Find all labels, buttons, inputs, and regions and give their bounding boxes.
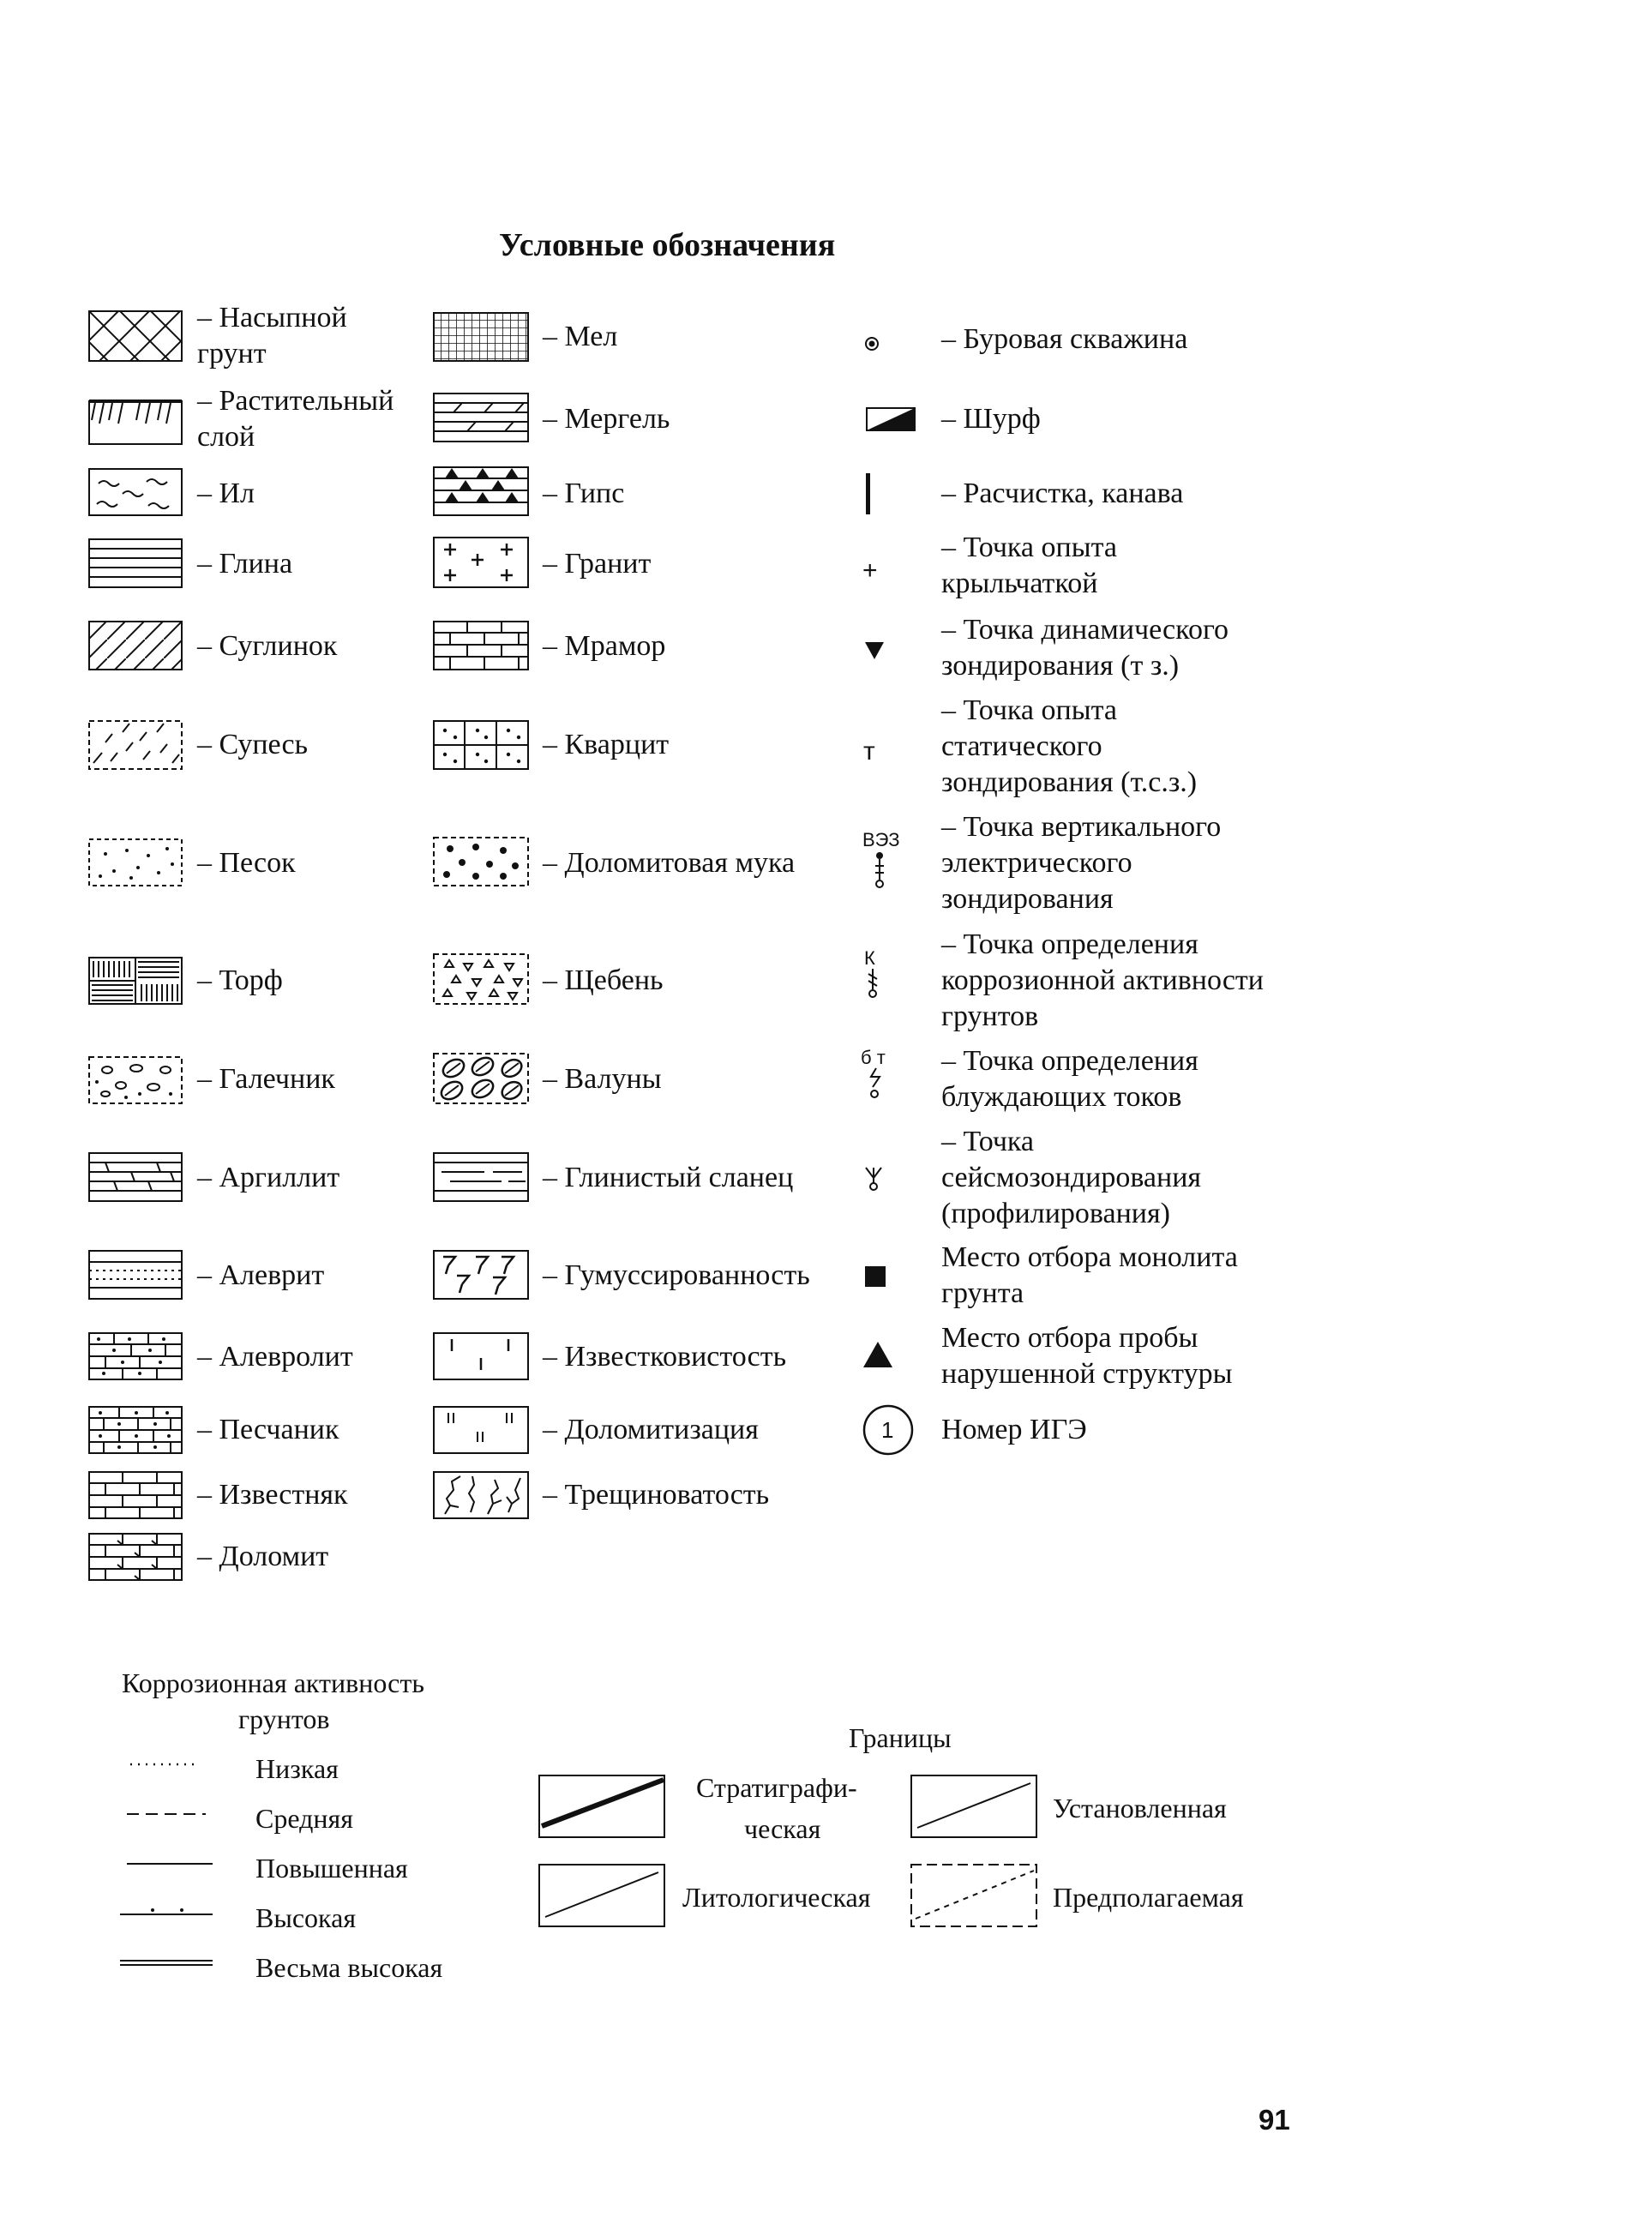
sandy-loam-symbol bbox=[88, 720, 183, 770]
legend-label: – Трещиноватость bbox=[543, 1479, 770, 1511]
gypsum-symbol bbox=[433, 466, 529, 516]
lithologic-border-symbol bbox=[538, 1864, 667, 1929]
legend-label: – Алевролит bbox=[197, 1341, 353, 1373]
legend-label: – Доломитовая мука bbox=[543, 847, 796, 879]
limestone-symbol bbox=[88, 1471, 183, 1519]
legend-label: Номер ИГЭ bbox=[941, 1414, 1087, 1445]
legend-label: – Растительный bbox=[197, 385, 394, 417]
granite-symbol bbox=[433, 537, 529, 588]
ves-icon-label: ВЭЗ bbox=[862, 829, 900, 850]
legend-label: зондирования (т.с.з.) bbox=[941, 766, 1198, 798]
corrosion-item: Весьма высокая bbox=[255, 1952, 443, 1983]
ige-number-value: 1 bbox=[881, 1417, 894, 1443]
legend-label: – Гумуссированность bbox=[543, 1259, 810, 1291]
legend-label: блуждающих токов bbox=[941, 1081, 1182, 1113]
clay-shale-symbol bbox=[433, 1152, 529, 1202]
crushed-stone-symbol bbox=[433, 953, 529, 1005]
legend-label: – Точка опыта bbox=[941, 694, 1117, 726]
legend-label: сейсмозондирования bbox=[941, 1162, 1202, 1193]
legend-label: грунтов bbox=[941, 1000, 1039, 1032]
border-label: Литологическая bbox=[682, 1882, 871, 1913]
legend-label: – Кварцит bbox=[543, 729, 670, 760]
legend-label: – Расчистка, канава bbox=[941, 478, 1184, 509]
sand-symbol bbox=[88, 838, 183, 886]
legend-label: грунта bbox=[941, 1277, 1024, 1309]
legend-label: – Буровая скважина bbox=[941, 323, 1188, 355]
legend-label: Место отбора монолита bbox=[941, 1241, 1238, 1273]
marble-symbol bbox=[433, 621, 529, 670]
legend-label: – Гипс bbox=[543, 478, 625, 509]
legend-label: – Известковистость bbox=[543, 1341, 787, 1373]
corrosion-very-high-line bbox=[118, 1958, 214, 1967]
legend-label: – Мергель bbox=[543, 403, 670, 435]
borders-title: Границы bbox=[849, 1722, 952, 1753]
legend-label: – Супесь bbox=[197, 729, 309, 760]
legend-label: – Глина bbox=[197, 548, 293, 580]
corrosion-title: грунтов bbox=[238, 1703, 330, 1734]
dolomite-flour-symbol bbox=[433, 837, 529, 886]
clay-symbol bbox=[88, 538, 183, 588]
legend-label: нарушенной структуры bbox=[941, 1358, 1233, 1390]
legend-label: – Гранит bbox=[543, 548, 652, 580]
calcareous-symbol bbox=[433, 1332, 529, 1380]
legend-label: – Мрамор bbox=[543, 630, 666, 662]
corrosion-high-line bbox=[118, 1905, 214, 1917]
legend-label: зондирования (т з.) bbox=[941, 650, 1180, 682]
legend-label: – Доломитизация bbox=[543, 1414, 759, 1445]
chalk-symbol bbox=[433, 312, 529, 362]
legend-label: – Аргиллит bbox=[197, 1162, 340, 1193]
legend-label: Место отбора пробы bbox=[941, 1322, 1198, 1354]
corrosion-title: Коррозионная активность bbox=[122, 1667, 424, 1698]
humus-symbol bbox=[433, 1250, 529, 1300]
stray-current-icon bbox=[866, 1066, 885, 1101]
legend-label: – Суглинок bbox=[197, 630, 338, 662]
borehole-icon bbox=[861, 333, 883, 355]
peat-symbol bbox=[88, 957, 183, 1005]
legend-label: – Точка определения bbox=[941, 1045, 1198, 1077]
corrosion-item: Средняя bbox=[255, 1803, 353, 1834]
legend-label: грунт bbox=[197, 338, 267, 369]
legend-label: коррозионной активности bbox=[941, 964, 1264, 996]
legend-label: крыльчаткой bbox=[941, 568, 1098, 599]
siltstone-symbol bbox=[88, 1332, 183, 1380]
fill-soil-symbol bbox=[88, 310, 183, 362]
corrosion-elevated-line bbox=[125, 1860, 214, 1867]
argillite-symbol bbox=[88, 1152, 183, 1202]
dolomitization-symbol bbox=[433, 1406, 529, 1454]
legend-label: – Мел bbox=[543, 321, 618, 352]
legend-label: – Доломит bbox=[197, 1541, 329, 1572]
corrosion-item: Повышенная bbox=[255, 1853, 408, 1884]
legend-label: слой bbox=[197, 421, 255, 453]
corrosion-icon-label: К bbox=[864, 947, 875, 969]
corrosion-medium-line bbox=[125, 1811, 207, 1817]
page-number: 91 bbox=[1259, 2104, 1290, 2136]
loam-symbol bbox=[88, 621, 183, 670]
legend-label: – Точка опыта bbox=[941, 532, 1117, 563]
dolomite-symbol bbox=[88, 1533, 183, 1581]
monolith-sample-icon bbox=[864, 1265, 886, 1288]
corrosion-item: Высокая bbox=[255, 1902, 357, 1933]
legend-label: – Точка определения bbox=[941, 928, 1198, 960]
legend-label: – Ил bbox=[197, 478, 255, 509]
legend-label: – Шурф bbox=[941, 403, 1041, 435]
border-label: ческая bbox=[744, 1813, 821, 1844]
pebble-symbol bbox=[88, 1056, 183, 1104]
page-title: Условные обозначения bbox=[499, 227, 836, 263]
legend-label: (профилирования) bbox=[941, 1198, 1170, 1229]
border-label: Предполагаемая bbox=[1053, 1882, 1244, 1913]
corrosion-item: Низкая bbox=[255, 1753, 339, 1784]
silt-symbol bbox=[88, 468, 183, 516]
vane-test-icon: + bbox=[862, 556, 878, 585]
seismic-sounding-icon bbox=[864, 1166, 883, 1192]
legend-label: – Точка динамического bbox=[941, 614, 1229, 646]
static-sounding-icon: т bbox=[863, 737, 875, 766]
test-pit-icon bbox=[866, 406, 917, 432]
quartzite-symbol bbox=[433, 720, 529, 770]
assumed-border-symbol bbox=[910, 1864, 1039, 1929]
legend-label: зондирования bbox=[941, 883, 1114, 915]
legend-label: – Точка bbox=[941, 1126, 1035, 1157]
ves-icon bbox=[871, 850, 888, 890]
legend-label: – Торф bbox=[197, 964, 283, 996]
marl-symbol bbox=[433, 393, 529, 442]
trench-icon bbox=[862, 473, 874, 516]
legend-label: – Валуны bbox=[543, 1063, 662, 1095]
legend-label: статического bbox=[941, 730, 1102, 762]
stratigraphic-border-symbol bbox=[538, 1775, 667, 1840]
dynamic-sounding-icon bbox=[864, 641, 885, 660]
legend-label: – Глинистый сланец bbox=[543, 1162, 794, 1193]
border-label: Стратиграфи- bbox=[696, 1772, 857, 1803]
legend-label: – Точка вертикального bbox=[941, 811, 1222, 843]
aleurite-symbol bbox=[88, 1250, 183, 1300]
border-label: Установленная bbox=[1053, 1793, 1227, 1823]
legend-label: – Галечник bbox=[197, 1063, 335, 1095]
legend-label: – Песчаник bbox=[197, 1414, 339, 1445]
boulders-symbol bbox=[433, 1053, 529, 1104]
legend-label: электрического bbox=[941, 847, 1132, 879]
legend-label: – Песок bbox=[197, 847, 296, 879]
corrosion-low-line bbox=[129, 1761, 197, 1768]
disturbed-sample-icon bbox=[862, 1341, 893, 1368]
corrosion-point-icon bbox=[864, 967, 881, 1000]
legend-label: – Алеврит bbox=[197, 1259, 325, 1291]
stray-current-icon-label: б т bbox=[861, 1047, 886, 1068]
established-border-symbol bbox=[910, 1775, 1039, 1840]
fracturing-symbol bbox=[433, 1471, 529, 1519]
sandstone-symbol bbox=[88, 1406, 183, 1454]
topsoil-symbol bbox=[88, 394, 183, 446]
legend-label: – Щебень bbox=[543, 964, 664, 996]
legend-label: – Известняк bbox=[197, 1479, 348, 1511]
legend-label: – Насыпной bbox=[197, 302, 347, 333]
